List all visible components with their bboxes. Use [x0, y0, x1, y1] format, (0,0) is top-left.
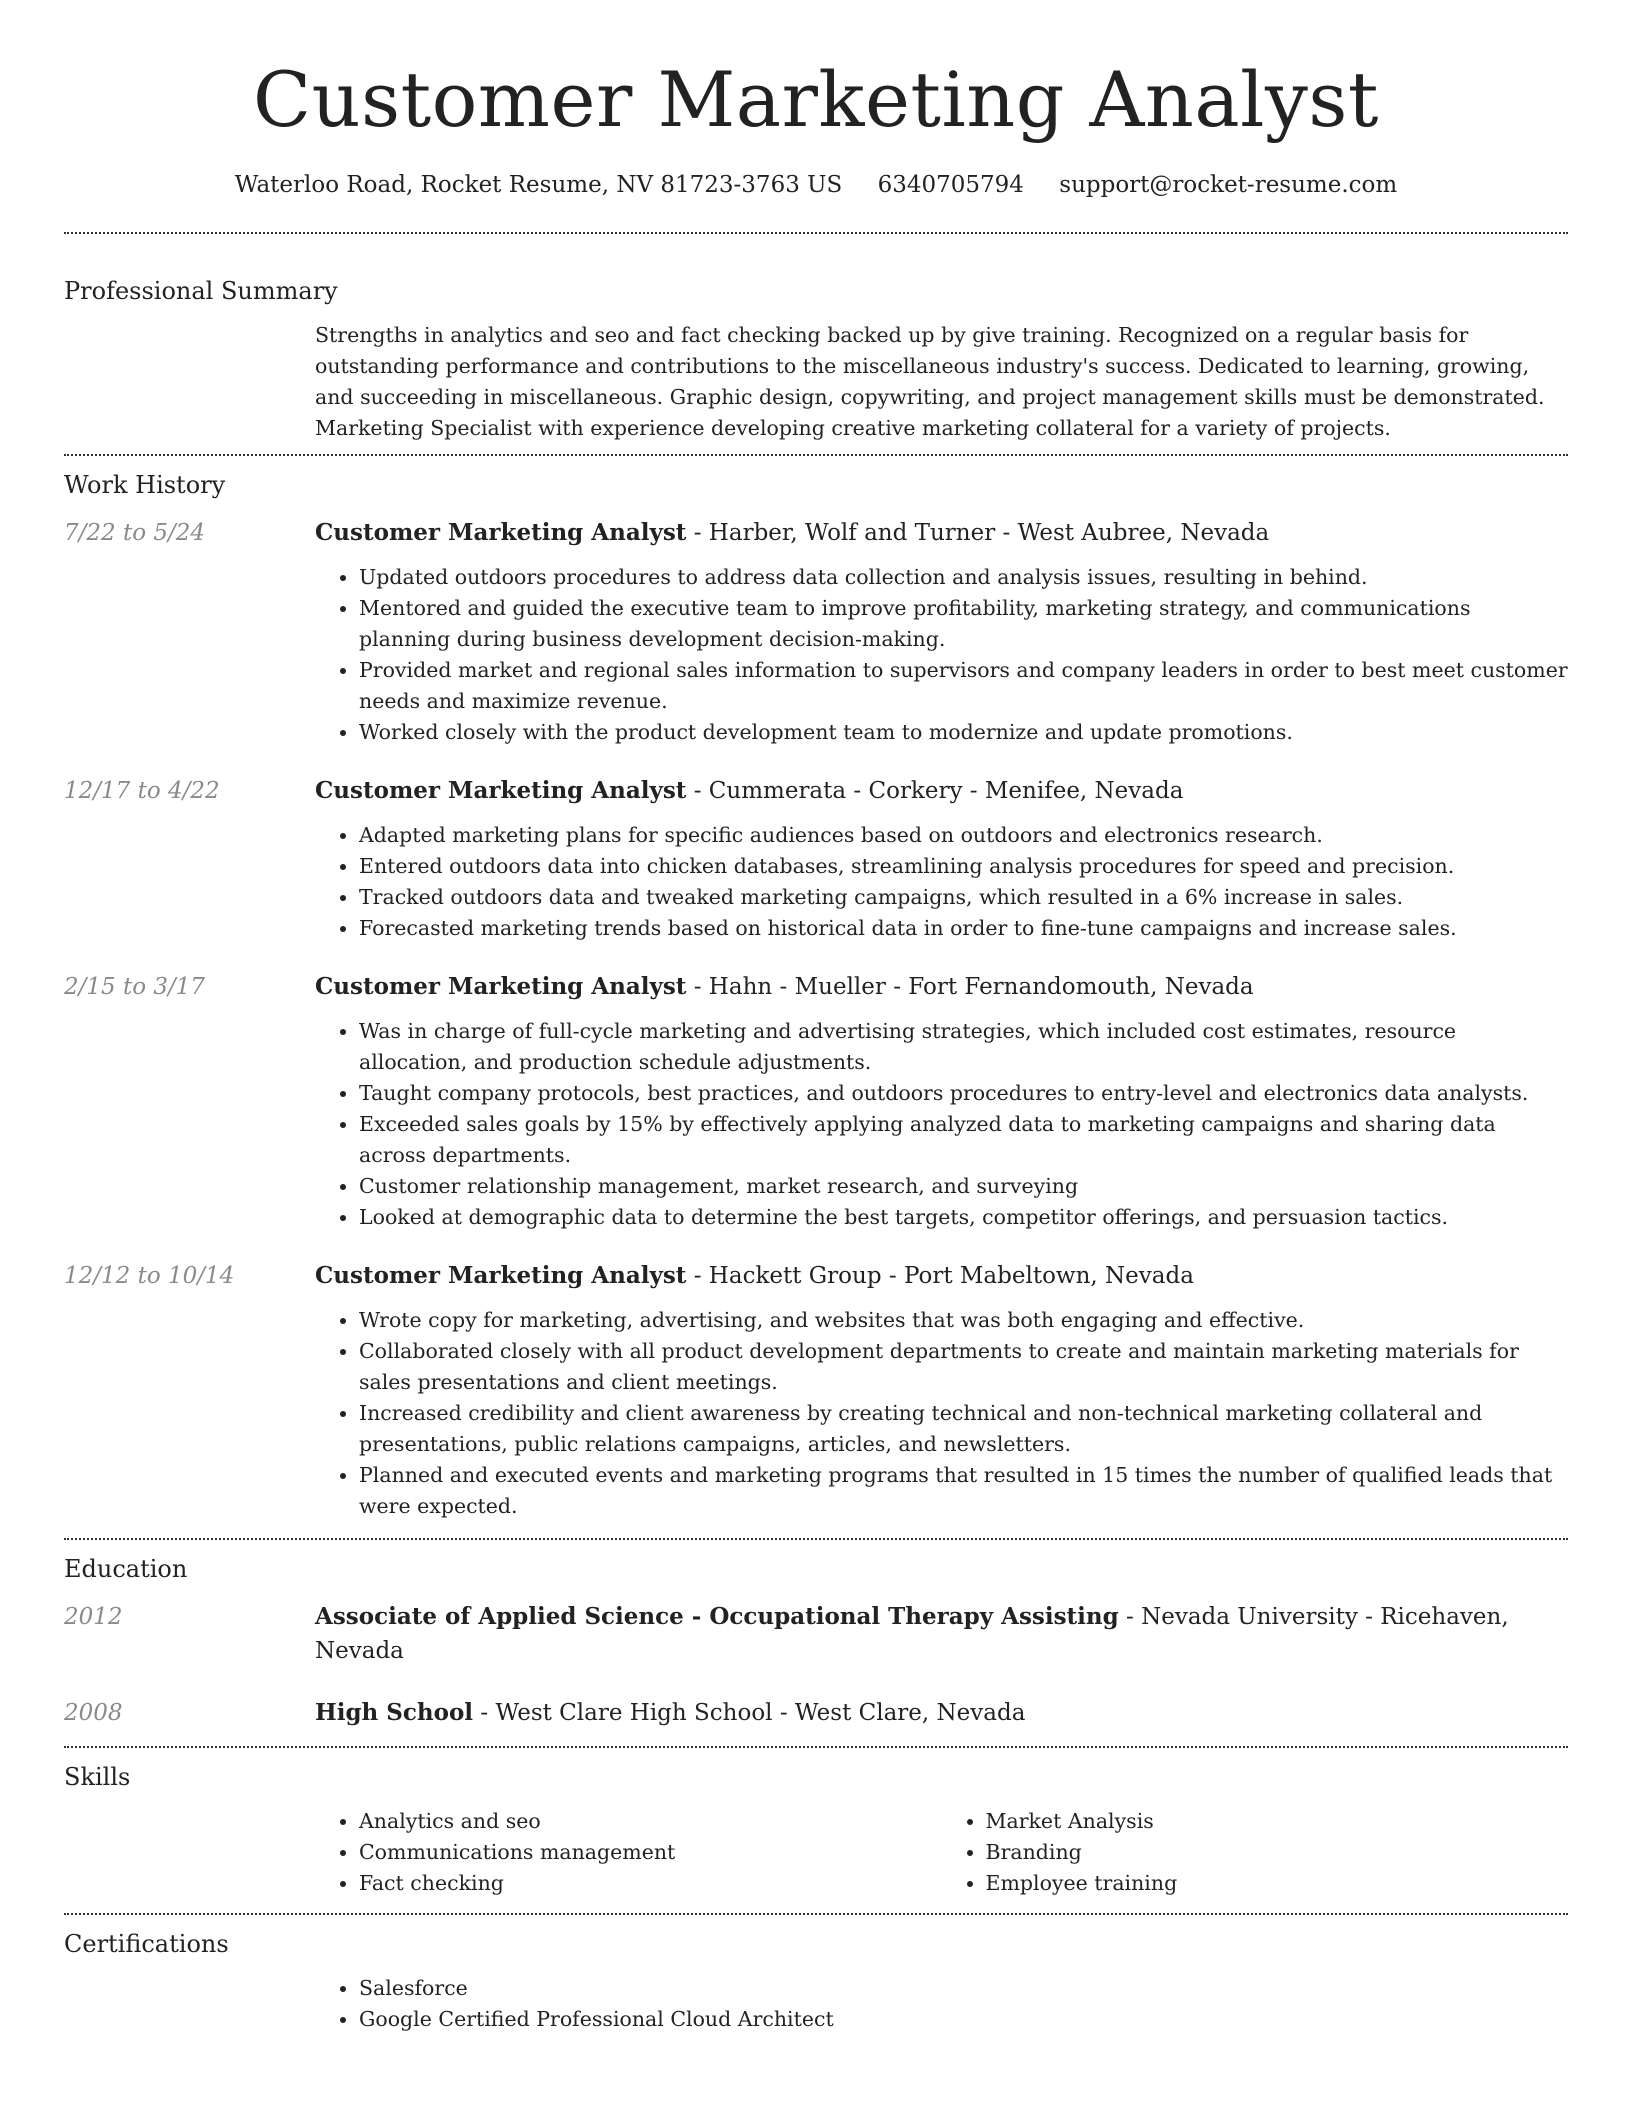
- contact-phone: 6340705794: [877, 172, 1024, 198]
- summary-section: [64, 234, 1568, 454]
- section-title-certifications: Certifications: [64, 1930, 229, 1958]
- job-bullet: • Exceeded sales goals by 15% by effectively applying analyzed data to marketing campaigns and sharing data across departments.: [359, 1109, 1568, 1171]
- skill-item: • Branding: [986, 1837, 1569, 1868]
- section-title-education: Education: [64, 1555, 188, 1583]
- education-item: [64, 1600, 1568, 1668]
- contact-address: Waterloo Road, Rocket Resume, NV 81723-3763 US: [234, 172, 843, 198]
- job-heading: [315, 516, 1568, 550]
- skills-columns: [315, 1794, 1568, 1913]
- education-year: 2008: [64, 1700, 123, 1726]
- job-bullet: • Adapted marketing plans for specific audiences based on outdoors and electronics research.: [359, 820, 1568, 851]
- work-history-section: [64, 456, 1568, 1538]
- job-heading: [315, 774, 1568, 808]
- section-title-skills: Skills: [64, 1763, 131, 1791]
- certification-list: [315, 1973, 1568, 2035]
- job-bullets: [315, 562, 1568, 748]
- job-bullet: • Customer relationship management, market research, and surveying: [359, 1171, 1568, 1202]
- job-dates: 12/17 to 4/22: [64, 778, 220, 804]
- job-bullet: • Mentored and guided the executive team to improve profitability, marketing strategy, and communications planning during business development decision-making.: [359, 593, 1568, 655]
- job-dates: 7/22 to 5/24: [64, 520, 206, 546]
- job-bullets: [315, 1016, 1568, 1233]
- skills-section: [64, 1748, 1568, 1913]
- job-entry: [64, 516, 1568, 748]
- job-details: - Hahn - Mueller - Fort Fernandomouth, Nevada: [686, 974, 1254, 1000]
- section-title-work: Work History: [64, 471, 226, 499]
- education-degree: High School: [315, 1699, 474, 1726]
- job-bullet: • Taught company protocols, best practices, and outdoors procedures to entry-level and electronics data analysts.: [359, 1078, 1568, 1109]
- certification-item: • Google Certified Professional Cloud Architect: [359, 2004, 1568, 2035]
- education-item: [64, 1696, 1568, 1730]
- job-bullet: • Entered outdoors data into chicken databases, streamlining analysis procedures for speed and precision.: [359, 851, 1568, 882]
- job-bullet: • Planned and executed events and marketing programs that resulted in 15 times the number of qualified leads that were expected.: [359, 1460, 1568, 1522]
- job-bullet: • Was in charge of full-cycle marketing and advertising strategies, which included cost estimates, resource allocation, and production schedule adjustments.: [359, 1016, 1568, 1078]
- job-bullet: • Wrote copy for marketing, advertising, and websites that was both engaging and effective.: [359, 1305, 1568, 1336]
- education-details: - Nevada University - Ricehaven, Nevada: [315, 1604, 1509, 1664]
- education-year: 2012: [64, 1604, 123, 1630]
- job-role: Customer Marketing Analyst: [315, 1262, 687, 1289]
- job-role: Customer Marketing Analyst: [315, 973, 687, 1000]
- skills-list-left: [315, 1806, 942, 1899]
- job-dates: 12/12 to 10/14: [64, 1263, 235, 1289]
- job-dates: 2/15 to 3/17: [64, 974, 206, 1000]
- skill-item: • Market Analysis: [986, 1806, 1569, 1837]
- job-details: - Hackett Group - Port Mabeltown, Nevada: [686, 1263, 1194, 1289]
- job-heading: [315, 1259, 1568, 1293]
- page-title: Customer Marketing Analyst: [253, 55, 1379, 144]
- education-details: - West Clare High School - West Clare, Nevada: [473, 1700, 1026, 1726]
- job-bullet: • Looked at demographic data to determine the best targets, competitor offerings, and persuasion tactics.: [359, 1202, 1568, 1233]
- job-bullet: • Collaborated closely with all product development departments to create and maintain marketing materials for sales presentations and client meetings.: [359, 1336, 1568, 1398]
- contact-line: [64, 168, 1568, 202]
- education-degree: Associate of Applied Science - Occupational Therapy Assisting: [315, 1603, 1119, 1630]
- education-section: [64, 1540, 1568, 1746]
- job-bullet: • Updated outdoors procedures to address data collection and analysis issues, resulting in behind.: [359, 562, 1568, 593]
- skills-list-right: [942, 1806, 1569, 1899]
- job-details: - Harber, Wolf and Turner - West Aubree, Nevada: [686, 520, 1270, 546]
- job-details: - Cummerata - Corkery - Menifee, Nevada: [686, 778, 1184, 804]
- job-bullet: • Increased credibility and client awareness by creating technical and non-technical marketing collateral and presentations, public relations campaigns, articles, and newsletters.: [359, 1398, 1568, 1460]
- skill-item: • Employee training: [986, 1868, 1569, 1899]
- job-entry: [64, 1259, 1568, 1522]
- job-heading: [315, 970, 1568, 1004]
- skill-item: • Communications management: [359, 1837, 942, 1868]
- job-role: Customer Marketing Analyst: [315, 777, 687, 804]
- job-list: [64, 516, 1568, 1522]
- section-title-summary: Professional Summary: [64, 277, 338, 305]
- job-bullet: • Worked closely with the product development team to modernize and update promotions.: [359, 717, 1568, 748]
- contact-email: support@rocket-resume.com: [1059, 172, 1398, 198]
- skill-item: • Analytics and seo: [359, 1806, 942, 1837]
- job-entry: [64, 970, 1568, 1233]
- certifications-section: [64, 1915, 1568, 2035]
- job-entry: [64, 774, 1568, 944]
- job-bullet: • Forecasted marketing trends based on historical data in order to fine-tune campaigns and increase sales.: [359, 913, 1568, 944]
- job-bullets: [315, 1305, 1568, 1522]
- job-bullets: [315, 820, 1568, 944]
- skill-item: • Fact checking: [359, 1868, 942, 1899]
- job-bullet: • Tracked outdoors data and tweaked marketing campaigns, which resulted in a 6% increase in sales.: [359, 882, 1568, 913]
- summary-text: Strengths in analytics and seo and fact checking backed up by give training. Recognized on a regular basis for outstanding performance and contributions to the miscellaneous industry's success. Dedicated to learning, growing, and succeeding in miscellaneous. Graphic design, copywriting, and project management skills must be demonstrated. Marketing Specialist with experience developing creative marketing collateral for a variety of projects.: [315, 323, 1545, 440]
- job-bullet: • Provided market and regional sales information to supervisors and company leaders in order to best meet customer needs and maximize revenue.: [359, 655, 1568, 717]
- job-role: Customer Marketing Analyst: [315, 519, 687, 546]
- certification-item: • Salesforce: [359, 1973, 1568, 2004]
